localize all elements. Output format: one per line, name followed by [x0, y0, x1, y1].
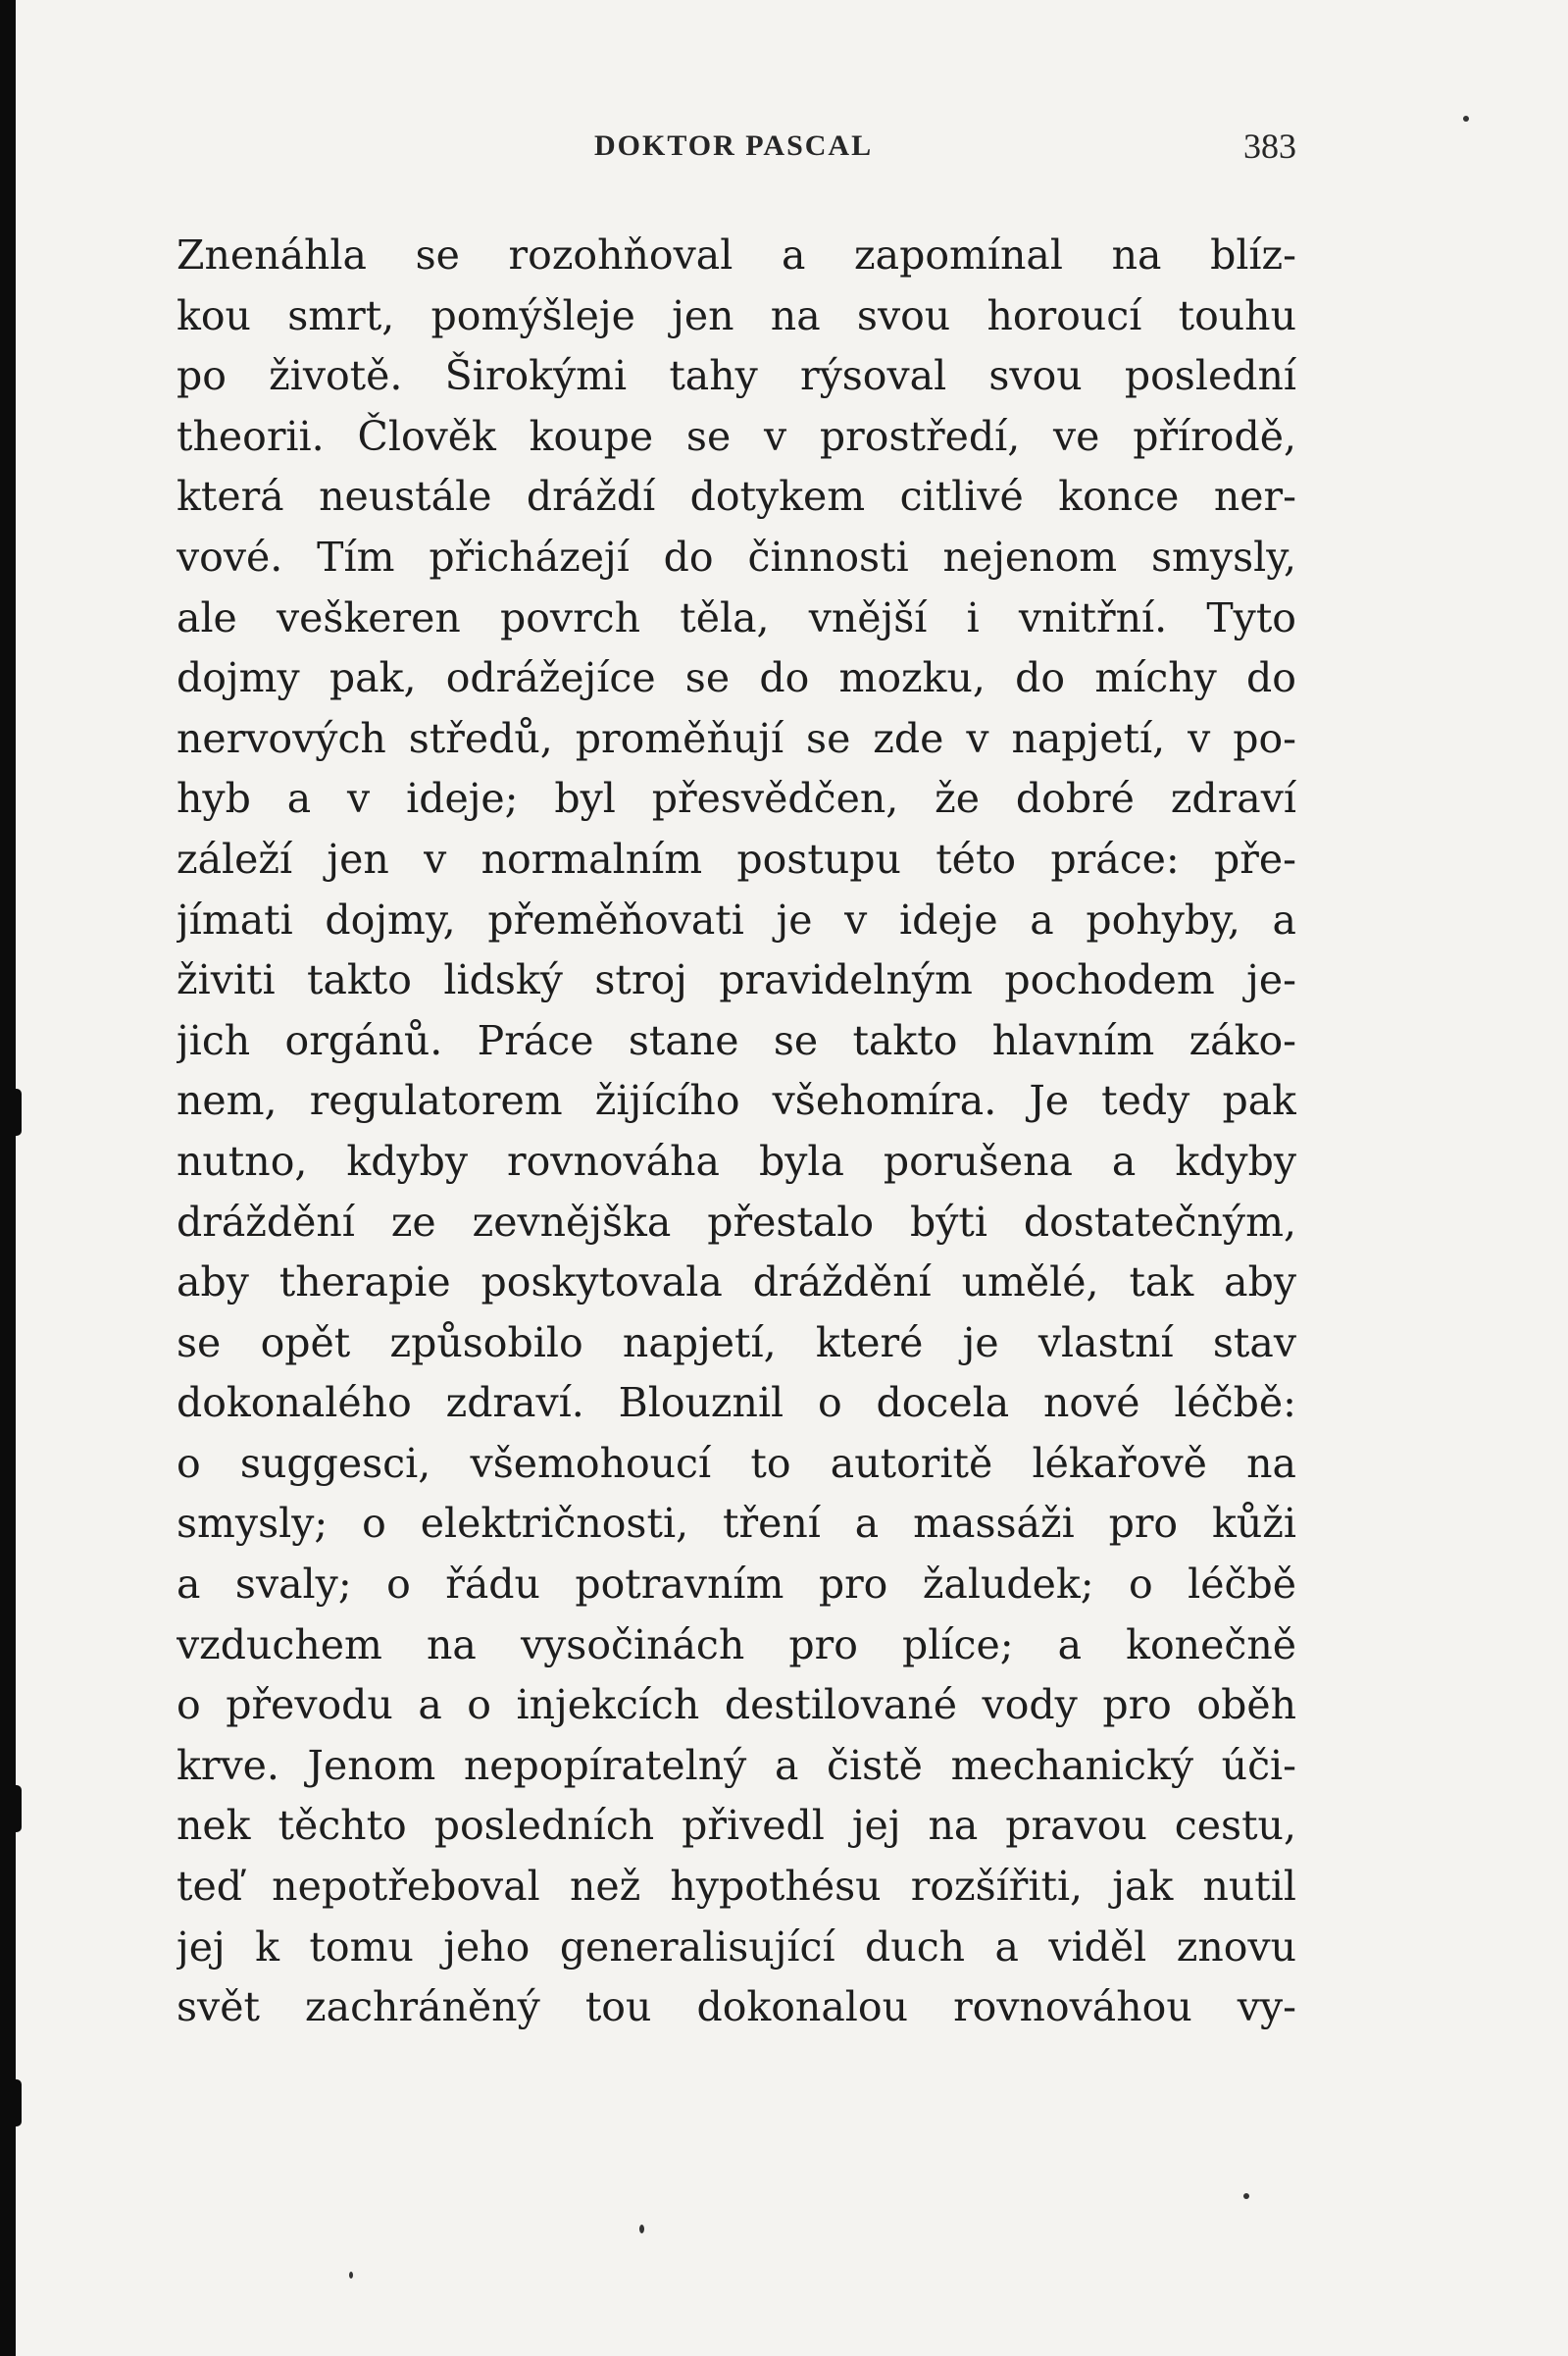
text-line: Znenáhla se rozohňoval a zapomínal na blíz-: [177, 231, 1296, 279]
binding-edge: [0, 0, 16, 2356]
binding-mark: [14, 1785, 22, 1832]
text-line: vové. Tím přicházejí do činnosti nejenom smysly,: [177, 533, 1296, 581]
text-line: aby therapie poskytovala dráždění umělé, tak aby: [177, 1258, 1296, 1306]
text-line: krve. Jenom nepopíratelný a čistě mechanický úči-: [177, 1741, 1296, 1789]
text-line: nek těchto posledních přivedl jej na pravou cestu,: [177, 1802, 1296, 1850]
running-title: DOKTOR PASCAL: [594, 129, 874, 162]
text-line: dojmy pak, odrážejíce se do mozku, do míchy do: [177, 654, 1296, 702]
paper-speck: [1463, 116, 1469, 122]
text-line: nervových středů, proměňují se zde v napjetí, v po-: [177, 714, 1296, 762]
text-line: teď nepotřeboval než hypothésu rozšířiti, jak nutil: [177, 1863, 1296, 1911]
text-line: záleží jen v normalním postupu této práce: pře-: [177, 835, 1296, 883]
text-line: o suggesci, všemohoucí to autoritě lékařově na: [177, 1439, 1296, 1487]
text-line: jímati dojmy, přeměňovati je v ideje a pohyby, a: [177, 896, 1296, 944]
text-line: nem, regulatorem žijícího všehomíra. Je tedy pak: [177, 1077, 1296, 1125]
text-line: kou smrt, pomýšleje jen na svou horoucí touhu: [177, 291, 1296, 339]
text-line: nutno, kdyby rovnováha byla porušena a kdyby: [177, 1137, 1296, 1185]
text-line: dokonalého zdraví. Blouznil o docela nové léčbě:: [177, 1379, 1296, 1427]
paper-speck: [349, 2272, 353, 2279]
text-line: jich orgánů. Práce stane se takto hlavním záko-: [177, 1016, 1296, 1064]
binding-mark: [14, 2079, 22, 2126]
text-line: vzduchem na vysočinách pro plíce; a konečně: [177, 1620, 1296, 1668]
text-line: se opět způsobilo napjetí, které je vlastní stav: [177, 1318, 1296, 1366]
text-line: a svaly; o řádu potravním pro žaludek; o léčbě: [177, 1561, 1296, 1609]
text-line: o převodu a o injekcích destilované vody pro oběh: [177, 1681, 1296, 1729]
body-paragraph: [177, 226, 1296, 2038]
text-line: živiti takto lidský stroj pravidelným pochodem je-: [177, 956, 1296, 1004]
page-header: [177, 129, 1296, 179]
page-number: 383: [1243, 127, 1296, 166]
text-line: svět zachráněný tou dokonalou rovnováhou vy-: [177, 1983, 1296, 2031]
paper-speck: [639, 2225, 644, 2233]
binding-mark: [14, 1089, 22, 1136]
text-line: jej k tomu jeho generalisující duch a viděl znovu: [177, 1922, 1296, 1971]
text-line: smysly; o električnosti, tření a massáži pro kůži: [177, 1500, 1296, 1548]
text-line: po životě. Širokými tahy rýsoval svou poslední: [177, 352, 1296, 400]
text-line: dráždění ze zevnějška přestalo býti dostatečným,: [177, 1198, 1296, 1246]
text-line: ale veškeren povrch těla, vnější i vnitřní. Tyto: [177, 593, 1296, 641]
text-line: která neustále dráždí dotykem citlivé konce ner-: [177, 473, 1296, 521]
paper-speck: [1243, 2193, 1249, 2199]
text-line: hyb a v ideje; byl přesvědčen, že dobré zdraví: [177, 775, 1296, 823]
text-line: theorii. Člověk koupe se v prostředí, ve přírodě,: [177, 412, 1296, 460]
